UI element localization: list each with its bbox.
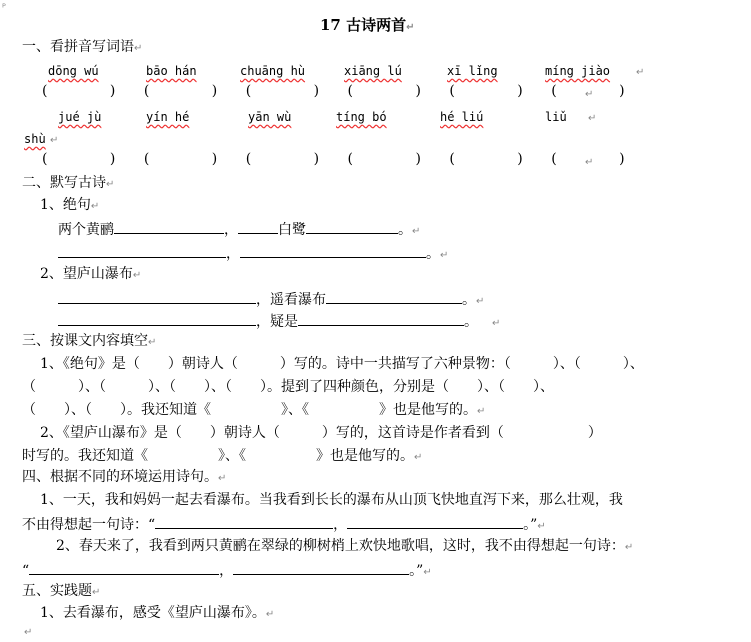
section2-heading: 二、默写古诗↵ — [22, 175, 115, 191]
section3-heading: 三、按课文内容填空↵ — [22, 333, 157, 349]
pinyin-5: xī lǐng — [447, 64, 498, 78]
fill-line-2: （ ）、（ ）、（ ）、（ ）。提到了四种颜色，分别是（ ）、（ ）、 — [22, 379, 554, 395]
blank[interactable] — [114, 219, 224, 234]
poem2-line1: ，遥看瀑布 。↵ — [58, 289, 484, 311]
blank[interactable] — [347, 514, 523, 529]
poem1-title: 1、绝句↵ — [40, 197, 100, 213]
pinyin-4: xiāng lú — [344, 64, 402, 78]
blank[interactable] — [240, 243, 426, 258]
answer-parens-row2: ( ) ( ) ( ) ( ) ( ) ( ) — [42, 151, 625, 167]
pinyin-8: yín hé — [146, 110, 190, 124]
blank[interactable] — [155, 514, 333, 529]
section1-heading: 一、看拼音写词语↵ — [22, 39, 143, 55]
poem2-line2: ，疑是 。 ↵ — [58, 311, 500, 333]
practice-line-1: 1、去看瀑布，感受《望庐山瀑布》。↵ — [40, 605, 275, 621]
poem2-title: 2、望庐山瀑布↵ — [40, 266, 142, 282]
blank[interactable] — [326, 289, 462, 304]
scenario2-line2: “ ， 。”↵ — [22, 560, 432, 582]
pinyin-6: míng jiào — [545, 64, 611, 78]
fill-line-1: 1、《绝句》是（ ）朝诗人（ ）写的。诗中一共描写了六种景物：（ ）、（ ）、 — [40, 356, 644, 372]
poem1-line1: 两个黄鹂 ， 白鹭 。↵ — [58, 219, 420, 241]
scenario2-line1: 2、春天来了，我看到两只黄鹂在翠绿的柳树梢上欢快地歌唱，这时，我不由得想起一句诗：↵ — [56, 538, 634, 554]
corner-mark: ᴾ — [2, 3, 6, 14]
pinyin-3: chuāng hù — [240, 64, 306, 78]
blank[interactable] — [298, 311, 464, 326]
fill-line-3: （ ）、（ ）。我还知道《 》、《 》也是他写的。↵ — [22, 402, 486, 418]
fill-line-4: 2、《望庐山瀑布》是（ ）朝诗人（ ）写的，这首诗是作者看到（ ） — [40, 425, 602, 441]
scenario1-line2: 不由得想起一句诗：“ ， 。”↵ — [22, 514, 546, 536]
pinyin-7: jué jù — [58, 110, 102, 124]
blank[interactable] — [58, 311, 256, 326]
pinyin-12-tail: shù — [24, 132, 46, 146]
answer-parens-row1: ( ) ( ) ( ) ( ) ( ) ( ) — [42, 83, 625, 99]
blank[interactable] — [58, 243, 226, 258]
pinyin-1: dōng wú — [48, 64, 99, 78]
poem1-line2: ， 。↵ — [58, 243, 448, 265]
scenario1-line1: 1、一天，我和妈妈一起去看瀑布。当我看到长长的瀑布从山顶飞快地直泻下来，那么壮观，我 — [40, 492, 623, 508]
fill-line-5: 时写的。我还知道《 》、《 》也是他写的。↵ — [22, 448, 423, 464]
pinyin-11: hé liú — [440, 110, 484, 124]
blank[interactable] — [29, 560, 219, 575]
page-title: 17 古诗两首↵ — [320, 16, 415, 34]
blank[interactable] — [238, 219, 278, 234]
blank[interactable] — [58, 289, 256, 304]
pinyin-2: bāo hán — [146, 64, 197, 78]
section5-heading: 五、实践题↵ — [22, 583, 101, 599]
blank[interactable] — [233, 560, 409, 575]
pinyin-12: liǔ — [545, 110, 567, 124]
pinyin-9: yān wù — [248, 110, 292, 124]
pinyin-10: tíng bó — [336, 110, 387, 124]
blank[interactable] — [306, 219, 398, 234]
section4-heading: 四、根据不同的环境运用诗句。↵ — [22, 469, 227, 485]
